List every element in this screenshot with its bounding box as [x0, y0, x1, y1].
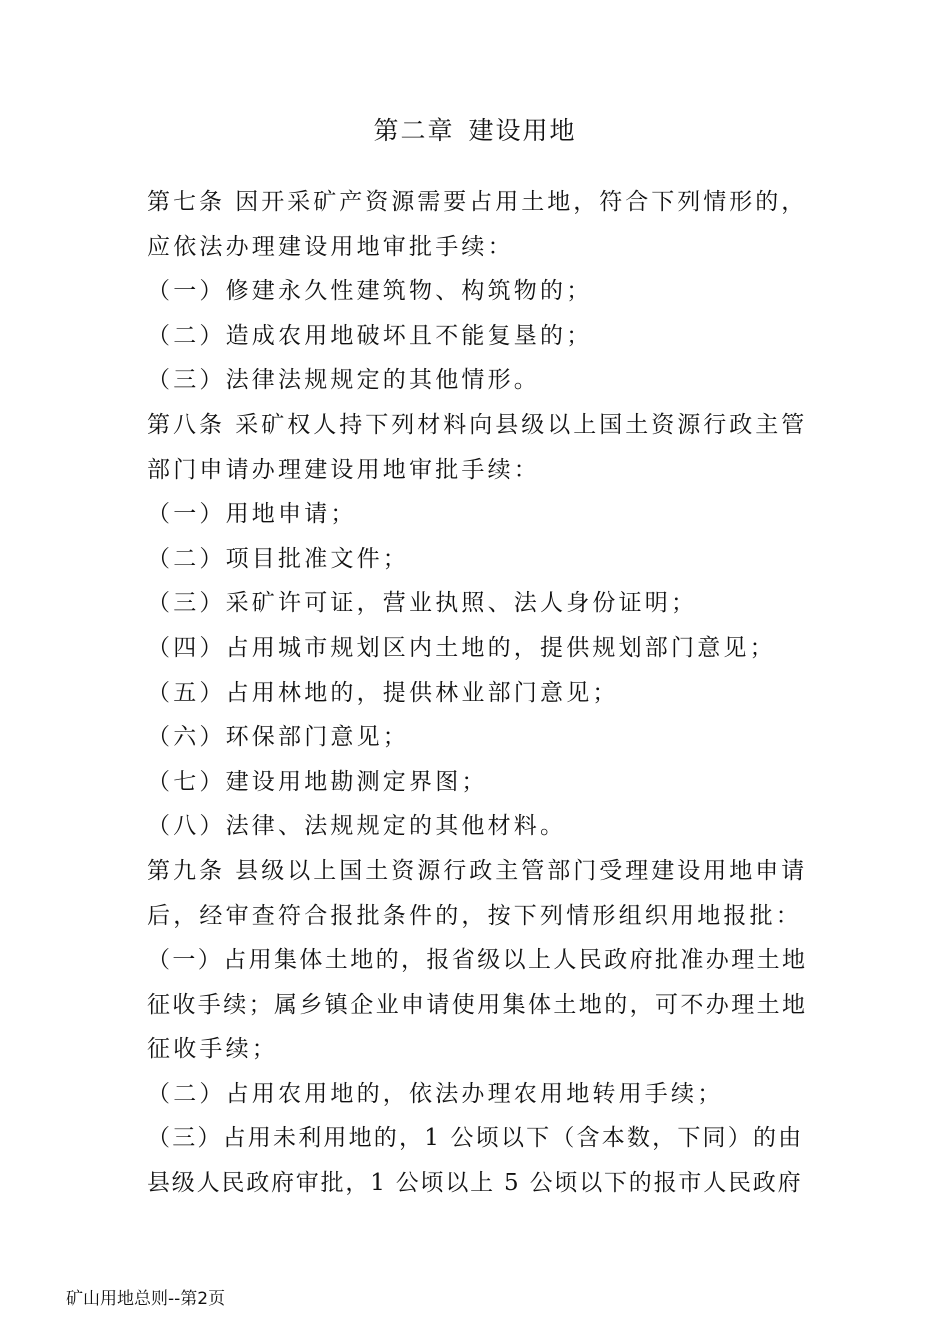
- text-line: （三）采矿许可证，营业执照、法人身份证明；: [147, 590, 698, 617]
- text-line: （一）占用集体土地的，报省级以上人民政府批准办理土地: [147, 947, 808, 974]
- text-line: （二）占用农用地的，依法办理农用地转用手续；: [147, 1080, 724, 1107]
- text-line: （一）修建永久性建筑物、构筑物的；: [147, 278, 593, 305]
- text-line: 第七条 因开采矿产资源需要占用土地，符合下列情形的，: [147, 189, 808, 215]
- text-line: （一）用地申请；: [147, 501, 357, 528]
- text-line: （四）占用城市规划区内土地的，提供规划部门意见；: [147, 634, 776, 661]
- text-line: （三）占用未利用地的，1 公顷以下（含本数，下同）的由: [147, 1125, 804, 1152]
- chapter-number: 第二章: [373, 116, 455, 145]
- text-line: （二）造成农用地破坏且不能复垦的；: [147, 322, 593, 349]
- text-line: （六）环保部门意见；: [147, 724, 409, 751]
- text-line: 部门申请办理建设用地审批手续：: [147, 456, 540, 483]
- text-line: 征收手续；: [147, 1036, 278, 1063]
- document-body: [147, 180, 807, 1206]
- text-line: 征收手续；属乡镇企业申请使用集体土地的，可不办理土地: [147, 991, 808, 1018]
- chapter-title-text: 建设用地: [468, 116, 577, 145]
- text-line: 第九条 县级以上国土资源行政主管部门受理建设用地申请: [147, 857, 808, 884]
- text-line: 县级人民政府审批，1 公顷以上 5 公顷以下的报市人民政府: [147, 1170, 803, 1197]
- text-line: （三）法律法规规定的其他情形。: [147, 367, 540, 394]
- text-line: （七）建设用地勘测定界图；: [147, 768, 488, 795]
- text-line: （八）法律、法规规定的其他材料。: [147, 813, 567, 840]
- chapter-heading: [0, 111, 950, 151]
- page-footer: 矿山用地总则--第2页: [66, 1289, 226, 1309]
- text-line: 后，经审查符合报批条件的，按下列情形组织用地报批：: [147, 902, 802, 929]
- text-line: （五）占用林地的，提供林业部门意见；: [147, 679, 619, 706]
- text-line: （二）项目批准文件；: [147, 545, 409, 572]
- text-line: 应依法办理建设用地审批手续：: [147, 233, 514, 260]
- text-line: 第八条 采矿权人持下列材料向县级以上国土资源行政主管: [147, 411, 808, 438]
